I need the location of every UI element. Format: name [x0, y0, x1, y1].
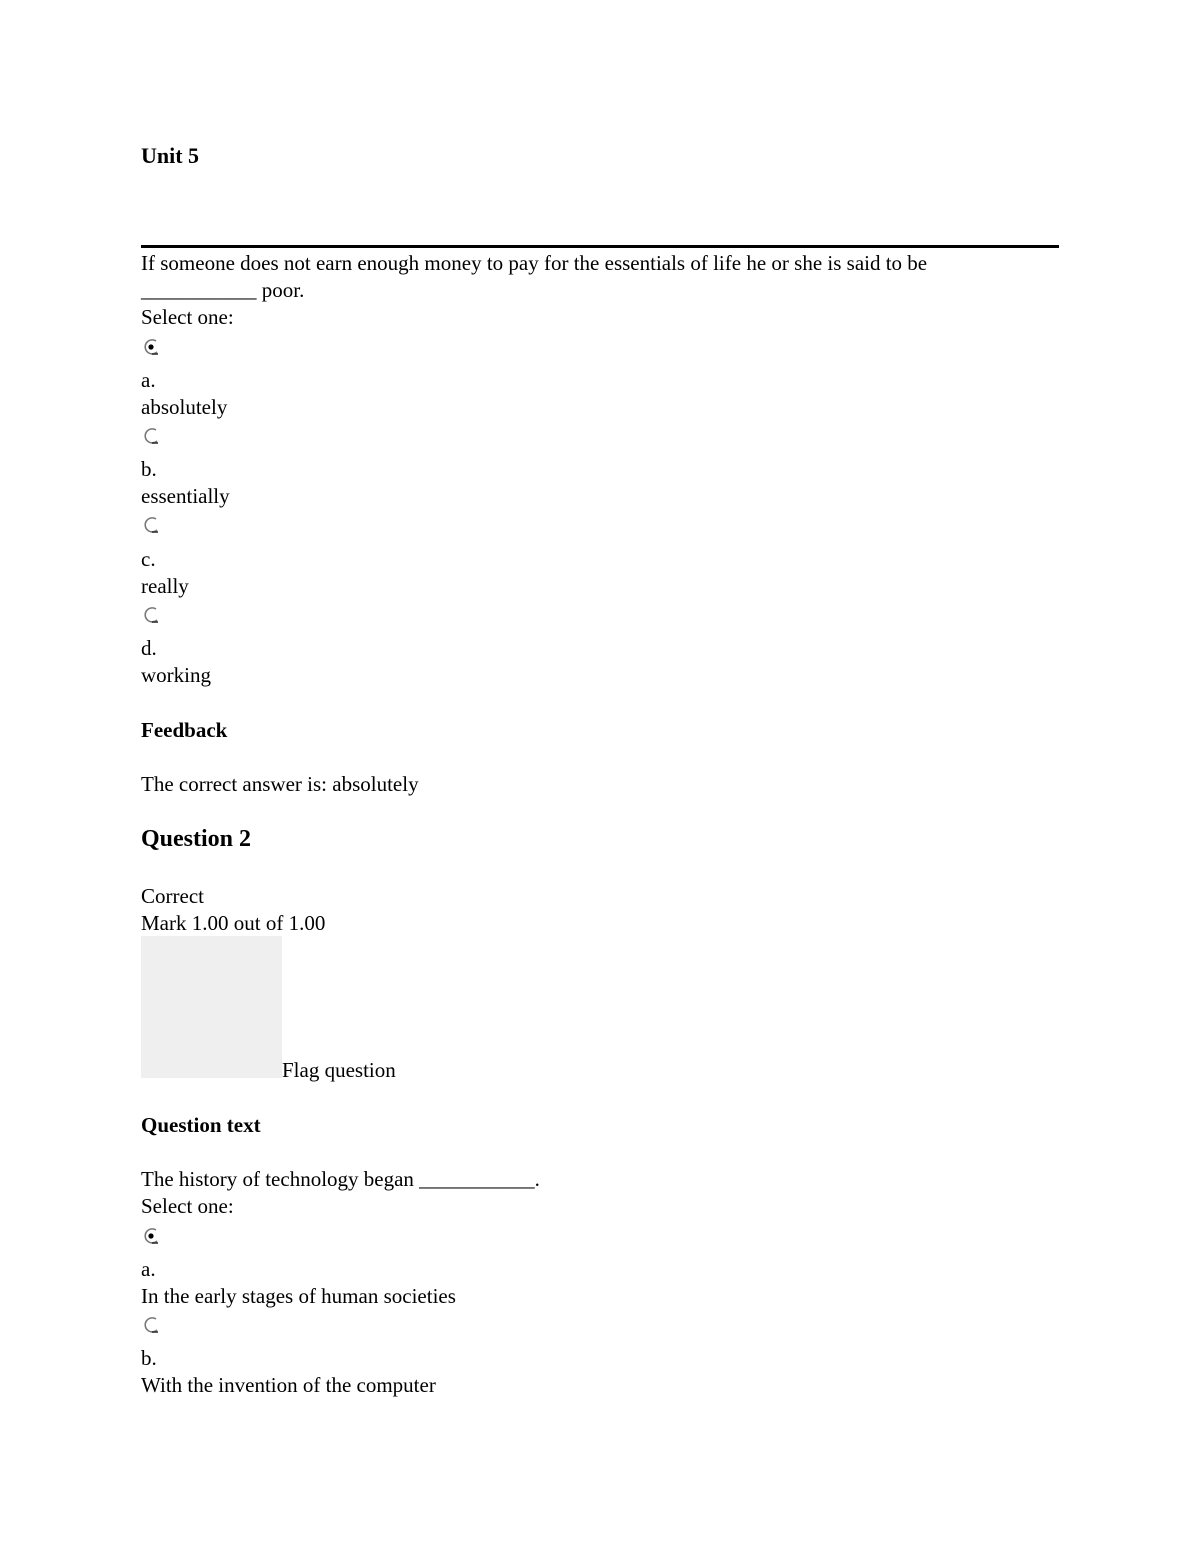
q1-prompt-line1: If someone does not earn enough money to pay for the essentials of life he or she is said to be: [141, 251, 928, 275]
q1-option-c-letter: c.: [141, 547, 156, 571]
question-2-heading: Question 2: [141, 826, 252, 852]
q1-option-b-letter: b.: [141, 457, 157, 481]
q1-option-c-text[interactable]: really: [141, 574, 189, 598]
q2-option-b-letter: b.: [141, 1346, 157, 1370]
question-text-heading: Question text: [141, 1113, 261, 1137]
q2-status: Correct: [141, 884, 204, 908]
q2-mark: Mark 1.00 out of 1.00: [141, 911, 326, 935]
radio-unselected-icon[interactable]: [143, 606, 161, 626]
flag-image-placeholder[interactable]: [141, 936, 282, 1078]
radio-unselected-icon[interactable]: [143, 516, 161, 536]
q1-select-label: Select one:: [141, 305, 234, 329]
q1-option-a-letter: a.: [141, 368, 156, 392]
q2-select-label: Select one:: [141, 1194, 234, 1218]
q1-option-d-letter: d.: [141, 636, 157, 660]
q1-prompt-line2: ___________ poor.: [141, 278, 305, 302]
q1-option-d-text[interactable]: working: [141, 663, 211, 687]
radio-selected-icon[interactable]: [143, 1227, 161, 1247]
unit-title: Unit 5: [141, 143, 200, 168]
q2-option-a-letter: a.: [141, 1257, 156, 1281]
divider-rule: [141, 245, 1059, 248]
flag-question-link[interactable]: Flag question: [282, 1058, 396, 1082]
q1-option-b-text[interactable]: essentially: [141, 484, 230, 508]
q1-option-a-text[interactable]: absolutely: [141, 395, 228, 419]
q2-option-b-text[interactable]: With the invention of the computer: [141, 1373, 436, 1397]
feedback-text: The correct answer is: absolutely: [141, 772, 419, 796]
feedback-heading: Feedback: [141, 718, 228, 742]
radio-selected-icon[interactable]: [143, 338, 161, 358]
radio-unselected-icon[interactable]: [143, 427, 161, 447]
radio-unselected-icon[interactable]: [143, 1316, 161, 1336]
q2-option-a-text[interactable]: In the early stages of human societies: [141, 1284, 456, 1308]
q2-prompt: The history of technology began ___________.: [141, 1167, 540, 1191]
